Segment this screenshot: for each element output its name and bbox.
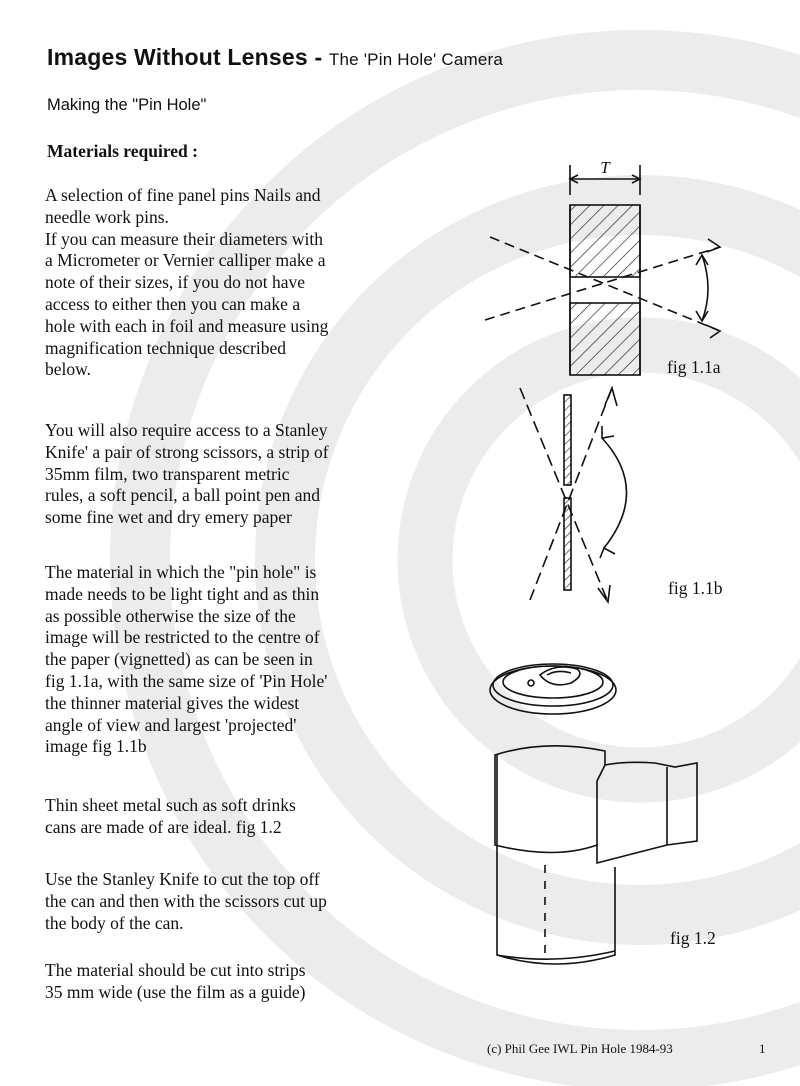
text-line: the paper (vignetted) as can be seen in: [45, 649, 313, 670]
text-line: Use the Stanley Knife to cut the top off: [45, 869, 320, 889]
text-line: magnification technique described: [45, 337, 287, 358]
text-line: the can and then with the scissors cut up: [45, 890, 327, 911]
text-line: image fig 1.1b: [45, 736, 147, 757]
text-line: made needs to be light tight and as thin: [45, 583, 320, 604]
paragraph-material-thickness: [45, 562, 445, 758]
paragraph-materials: [45, 185, 445, 381]
text-line: The material in which the "pin hole" is: [45, 562, 317, 582]
text-line: as possible otherwise the size of the: [45, 605, 296, 626]
text-line: access to either then you can make a: [45, 293, 301, 314]
text-line: 35mm film, two transparent metric: [45, 463, 290, 484]
figure-1-1a-label: fig 1.1a: [667, 357, 721, 377]
figure-1-1b-label: fig 1.1b: [668, 578, 723, 598]
page-title: [47, 44, 503, 71]
text-line: You will also require access to a Stanley: [45, 420, 328, 440]
text-line: image will be restricted to the centre of: [45, 627, 320, 648]
paragraph-strips: [45, 960, 445, 1004]
figure-1-2-label: fig 1.2: [670, 928, 716, 948]
text-line: a Micrometer or Vernier calliper make a: [45, 250, 326, 271]
figure-1-1b-thin-plate: [510, 380, 670, 610]
title-suffix: The 'Pin Hole' Camera: [328, 50, 504, 69]
text-line: fig 1.1a, with the same size of 'Pin Hole': [45, 670, 328, 691]
text-line: needle work pins.: [45, 206, 169, 227]
text-line: A selection of fine panel pins Nails and: [45, 185, 321, 205]
text-line: the thinner material gives the widest: [45, 692, 300, 713]
text-line: hole with each in foil and measure using: [45, 315, 329, 336]
page-number: 1: [759, 1041, 766, 1056]
title-main: Images Without Lenses -: [47, 44, 329, 70]
text-line: 35 mm wide (use the film as a guide): [45, 981, 306, 1002]
figure-1-1a-thick-plate: [470, 155, 740, 385]
paragraph-cutting: [45, 869, 445, 934]
text-line: If you can measure their diameters with: [45, 228, 323, 249]
footer-copyright: (c) Phil Gee IWL Pin Hole 1984-93: [487, 1041, 673, 1056]
text-line: angle of view and largest 'projected': [45, 714, 297, 735]
text-line: Knife' a pair of strong scissors, a strip of: [45, 441, 329, 462]
materials-heading: Materials required :: [47, 141, 198, 161]
text-line: cans are made of are ideal. fig 1.2: [45, 816, 282, 837]
section-subtitle: Making the "Pin Hole": [47, 96, 207, 114]
text-line: some fine wet and dry emery paper: [45, 507, 292, 528]
paragraph-tools: [45, 420, 445, 529]
text-line: note of their sizes, if you do not have: [45, 272, 306, 293]
thickness-label: T: [600, 158, 610, 177]
text-line: below.: [45, 359, 92, 380]
text-line: the body of the can.: [45, 912, 184, 933]
paragraph-sheet-metal: [45, 795, 445, 839]
text-line: Thin sheet metal such as soft drinks: [45, 795, 296, 815]
text-line: rules, a soft pencil, a ball point pen and: [45, 485, 321, 506]
text-line: The material should be cut into strips: [45, 960, 306, 980]
